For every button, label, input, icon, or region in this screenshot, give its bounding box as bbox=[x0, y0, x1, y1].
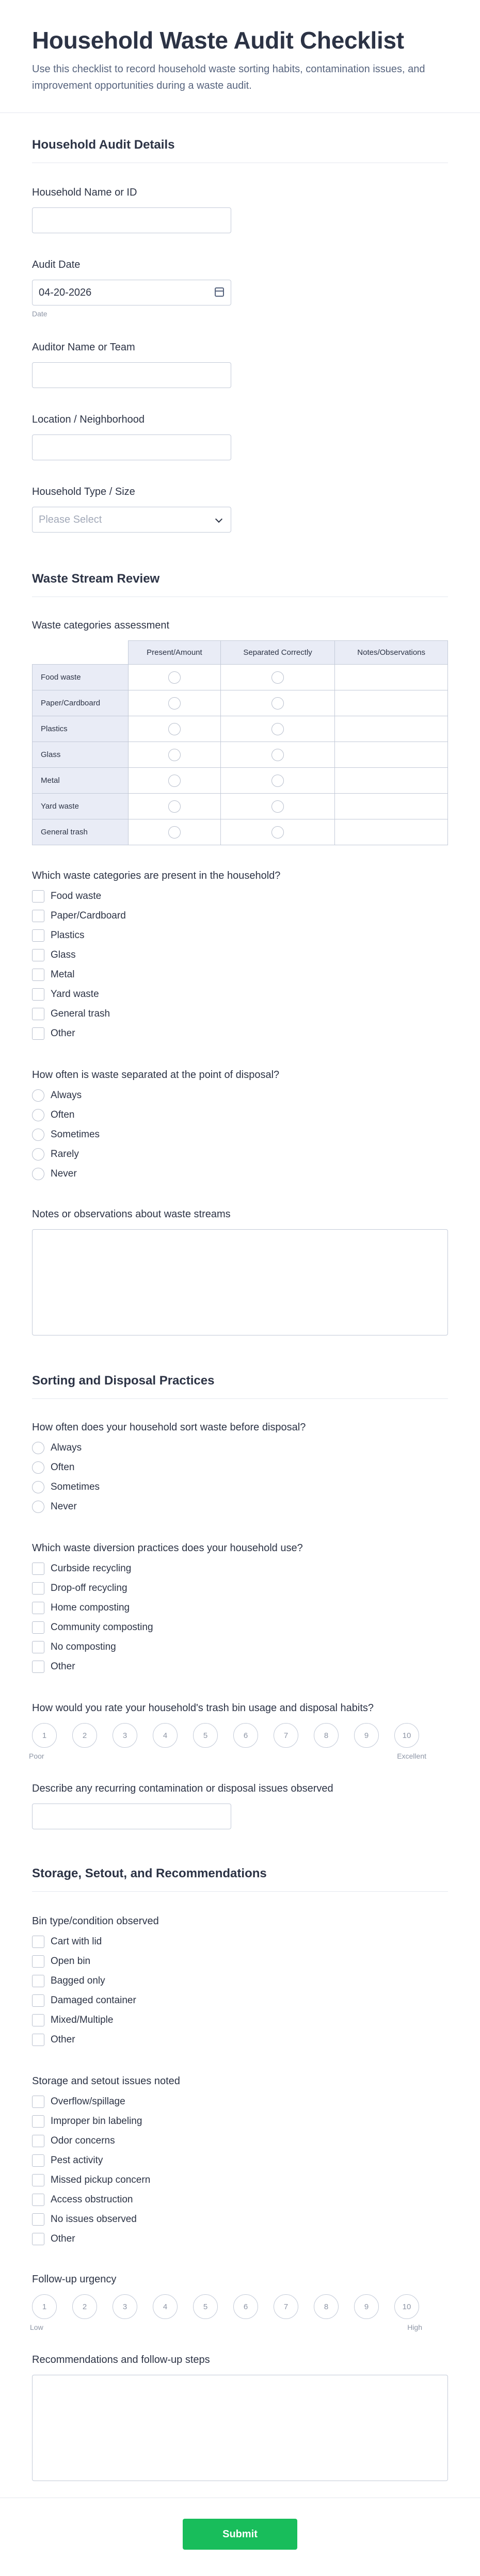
scale-option[interactable]: 1 bbox=[32, 1723, 57, 1748]
checkbox-option[interactable] bbox=[32, 2010, 448, 2030]
matrix-col-header: Notes/Observations bbox=[335, 641, 448, 665]
field-label: How often is waste separated at the point of disposal? bbox=[32, 1069, 280, 1081]
matrix-radio[interactable] bbox=[168, 826, 181, 839]
option-label: Open bin bbox=[51, 1956, 91, 1967]
location-input[interactable] bbox=[32, 434, 231, 460]
checkbox[interactable] bbox=[32, 2096, 44, 2108]
rating-scale bbox=[32, 1723, 448, 1748]
field-label: Audit Date bbox=[32, 259, 81, 270]
scale-option[interactable]: 8 bbox=[314, 1723, 339, 1748]
waste-matrix bbox=[32, 640, 448, 845]
matrix-radio[interactable] bbox=[168, 749, 181, 761]
calendar-icon[interactable] bbox=[215, 287, 224, 297]
matrix-corner bbox=[33, 641, 129, 665]
field-label: Location / Neighborhood bbox=[32, 414, 145, 425]
scale-option[interactable]: 2 bbox=[72, 1723, 97, 1748]
field-label: Notes or observations about waste streams bbox=[32, 1209, 231, 1220]
matrix-radio[interactable] bbox=[271, 697, 284, 710]
checkbox-option[interactable] bbox=[32, 1559, 448, 1579]
scale-option[interactable]: 9 bbox=[354, 1723, 379, 1748]
notes-streams-textarea[interactable] bbox=[32, 1229, 448, 1335]
radio-button[interactable] bbox=[32, 1481, 44, 1493]
field-setout-issues bbox=[32, 2074, 448, 2249]
submit-button[interactable]: Submit bbox=[183, 2519, 297, 2550]
section-waste bbox=[32, 571, 448, 597]
option-label: No composting bbox=[51, 1641, 116, 1652]
field-auditor bbox=[32, 341, 448, 388]
option-label: Pest activity bbox=[51, 2155, 103, 2166]
matrix-row-label: General trash bbox=[33, 819, 129, 845]
option-label: Sometimes bbox=[51, 1482, 100, 1492]
matrix-notes-cell[interactable] bbox=[335, 794, 448, 819]
scale-high-label: High bbox=[407, 2323, 422, 2331]
field-contamination bbox=[32, 1782, 448, 1829]
matrix-row-label: Plastics bbox=[33, 716, 129, 742]
matrix-radio[interactable] bbox=[168, 697, 181, 710]
checkbox[interactable] bbox=[32, 2174, 44, 2186]
checkbox[interactable] bbox=[32, 1582, 44, 1595]
checkbox[interactable] bbox=[32, 1621, 44, 1634]
option-label: Damaged container bbox=[51, 1995, 136, 2006]
scale-option[interactable]: 2 bbox=[72, 2294, 97, 2319]
checkbox[interactable] bbox=[32, 2135, 44, 2147]
field-label: Household Type / Size bbox=[32, 486, 135, 497]
audit-date-value: 04-20-2026 bbox=[39, 286, 92, 298]
section-sorting bbox=[32, 1373, 448, 1399]
checkbox[interactable] bbox=[32, 1563, 44, 1575]
radio-button[interactable] bbox=[32, 1168, 44, 1180]
checkbox[interactable] bbox=[32, 910, 44, 922]
form-description: Use this checklist to record household waste sorting habits, contamination issues, and improvement opportunities during a waste audit. bbox=[32, 63, 425, 91]
matrix-col-header: Present/Amount bbox=[129, 641, 221, 665]
scale-option[interactable]: 1 bbox=[32, 2294, 57, 2319]
radio-option[interactable] bbox=[32, 1458, 448, 1477]
matrix-row bbox=[33, 716, 448, 742]
matrix-radio[interactable] bbox=[168, 775, 181, 787]
checkbox-option[interactable] bbox=[32, 1637, 448, 1657]
option-label: Bagged only bbox=[51, 1975, 105, 1986]
date-picker bbox=[32, 280, 231, 305]
matrix-row-label: Metal bbox=[33, 768, 129, 794]
scale-low-label: Low bbox=[30, 2323, 43, 2331]
checkbox-option[interactable] bbox=[32, 926, 448, 945]
checkbox[interactable] bbox=[32, 1994, 44, 2007]
checkbox-option[interactable] bbox=[32, 965, 448, 985]
checkbox-option[interactable] bbox=[32, 1932, 448, 1952]
field-matrix bbox=[32, 619, 448, 845]
checkbox-option[interactable] bbox=[32, 2210, 448, 2229]
checkbox[interactable] bbox=[32, 1661, 44, 1673]
scale-option[interactable]: 7 bbox=[274, 1723, 298, 1748]
matrix-notes-cell[interactable] bbox=[335, 690, 448, 716]
form-title: Household Waste Audit Checklist bbox=[32, 27, 404, 54]
checkbox-option[interactable] bbox=[32, 945, 448, 965]
section-title: Household Audit Details bbox=[32, 138, 175, 152]
matrix-radio[interactable] bbox=[271, 826, 284, 839]
checkbox[interactable] bbox=[32, 988, 44, 1001]
field-label: Storage and setout issues noted bbox=[32, 2075, 180, 2087]
option-label: Mixed/Multiple bbox=[51, 2015, 114, 2025]
scale-option[interactable]: 4 bbox=[153, 2294, 178, 2319]
form-footer bbox=[0, 2498, 480, 2575]
radio-button[interactable] bbox=[32, 1461, 44, 1474]
field-label: Recommendations and follow-up steps bbox=[32, 2354, 210, 2365]
field-label: How often does your household sort waste before disposal? bbox=[32, 1422, 306, 1433]
checkbox-option[interactable] bbox=[32, 1657, 448, 1677]
field-location bbox=[32, 413, 448, 460]
option-label: Plastics bbox=[51, 930, 85, 941]
checkbox[interactable] bbox=[32, 1936, 44, 1948]
checkbox[interactable] bbox=[32, 1602, 44, 1614]
section-storage bbox=[32, 1865, 448, 1892]
scale-option[interactable]: 3 bbox=[113, 1723, 137, 1748]
option-label: Missed pickup concern bbox=[51, 2175, 151, 2185]
urgency-scale bbox=[32, 2294, 448, 2319]
auditor-input[interactable] bbox=[32, 362, 231, 388]
checkbox-option[interactable] bbox=[32, 2190, 448, 2210]
scale-option[interactable]: 7 bbox=[274, 2294, 298, 2319]
field-rating bbox=[29, 1701, 448, 1760]
checkbox[interactable] bbox=[32, 2014, 44, 2026]
field-separation-freq bbox=[32, 1068, 448, 1184]
checkbox[interactable] bbox=[32, 1955, 44, 1968]
checkbox[interactable] bbox=[32, 1027, 44, 1040]
radio-option[interactable] bbox=[32, 1086, 448, 1105]
checkbox[interactable] bbox=[32, 2115, 44, 2128]
scale-option[interactable]: 6 bbox=[233, 2294, 258, 2319]
recommendations-textarea[interactable] bbox=[32, 2375, 448, 2481]
option-label: Often bbox=[51, 1109, 75, 1120]
section-title: Storage, Setout, and Recommendations bbox=[32, 1866, 267, 1880]
checkbox-option[interactable] bbox=[32, 887, 448, 906]
field-urgency bbox=[32, 2273, 448, 2331]
chevron-down-icon bbox=[215, 516, 222, 523]
field-label: Which waste categories are present in the household? bbox=[32, 870, 281, 881]
matrix-radio[interactable] bbox=[168, 723, 181, 735]
checkbox-option[interactable] bbox=[32, 1598, 448, 1618]
option-label: Improper bin labeling bbox=[51, 2116, 142, 2127]
option-label: Other bbox=[51, 1661, 75, 1672]
checkbox[interactable] bbox=[32, 2213, 44, 2226]
matrix-row bbox=[33, 794, 448, 819]
section-household bbox=[32, 137, 448, 163]
matrix-radio[interactable] bbox=[271, 671, 284, 684]
matrix-row bbox=[33, 768, 448, 794]
option-label: Food waste bbox=[51, 891, 102, 901]
option-label: Always bbox=[51, 1442, 82, 1453]
checkbox[interactable] bbox=[32, 2154, 44, 2167]
checkbox[interactable] bbox=[32, 1008, 44, 1020]
matrix-radio[interactable] bbox=[168, 671, 181, 684]
checkbox-option[interactable] bbox=[32, 1991, 448, 2010]
radio-option[interactable] bbox=[32, 1125, 448, 1145]
radio-option[interactable] bbox=[32, 1145, 448, 1164]
matrix-radio[interactable] bbox=[271, 749, 284, 761]
matrix-radio[interactable] bbox=[271, 800, 284, 813]
checkbox-option[interactable] bbox=[32, 1579, 448, 1598]
checkbox-option[interactable] bbox=[32, 2030, 448, 2050]
checkbox[interactable] bbox=[32, 969, 44, 981]
matrix-col-header: Separated Correctly bbox=[220, 641, 334, 665]
checkbox[interactable] bbox=[32, 2233, 44, 2245]
scale-option[interactable]: 6 bbox=[233, 1723, 258, 1748]
section-title: Sorting and Disposal Practices bbox=[32, 1374, 215, 1388]
checkbox[interactable] bbox=[32, 949, 44, 961]
matrix-row bbox=[33, 665, 448, 690]
checkbox-option[interactable] bbox=[32, 1618, 448, 1637]
checkbox-option[interactable] bbox=[32, 2229, 448, 2249]
field-audit-date bbox=[32, 258, 448, 318]
field-label: Which waste diversion practices does your household use? bbox=[32, 1542, 303, 1554]
scale-high-label: Excellent bbox=[397, 1752, 426, 1760]
option-label: Other bbox=[51, 2034, 75, 2045]
scale-option[interactable]: 9 bbox=[354, 2294, 379, 2319]
matrix-notes-cell[interactable] bbox=[335, 819, 448, 845]
form-content bbox=[0, 137, 480, 2481]
matrix-radio[interactable] bbox=[168, 800, 181, 813]
option-label: Never bbox=[51, 1501, 77, 1512]
radio-option[interactable] bbox=[32, 1438, 448, 1458]
radio-button[interactable] bbox=[32, 1109, 44, 1121]
radio-option[interactable] bbox=[32, 1105, 448, 1125]
audit-date-input[interactable] bbox=[32, 280, 231, 305]
scale-labels bbox=[30, 2323, 422, 2331]
date-sublabel: Date bbox=[32, 310, 47, 318]
radio-option[interactable] bbox=[32, 1477, 448, 1497]
checkbox-option[interactable] bbox=[32, 2151, 448, 2170]
option-label: No issues observed bbox=[51, 2214, 137, 2225]
matrix-row bbox=[33, 742, 448, 768]
matrix-row-label: Food waste bbox=[33, 665, 129, 690]
option-label: General trash bbox=[51, 1008, 110, 1019]
scale-option[interactable]: 3 bbox=[113, 2294, 137, 2319]
option-label: Odor concerns bbox=[51, 2135, 115, 2146]
radio-button[interactable] bbox=[32, 1501, 44, 1513]
field-recommendations bbox=[32, 2353, 448, 2481]
matrix-radio[interactable] bbox=[271, 775, 284, 787]
field-household-name bbox=[32, 186, 448, 233]
scale-option[interactable]: 8 bbox=[314, 2294, 339, 2319]
contamination-input[interactable] bbox=[32, 1804, 231, 1829]
field-label: Household Name or ID bbox=[32, 187, 137, 198]
checkbox-option[interactable] bbox=[32, 906, 448, 926]
matrix-radio[interactable] bbox=[271, 723, 284, 735]
field-bin-type bbox=[32, 1914, 448, 2050]
scale-option[interactable]: 10 bbox=[394, 2294, 419, 2319]
checkbox-option[interactable] bbox=[32, 1024, 448, 1043]
field-label: Auditor Name or Team bbox=[32, 342, 135, 353]
scale-labels bbox=[29, 1752, 426, 1760]
matrix-row-label: Paper/Cardboard bbox=[33, 690, 129, 716]
option-label: Other bbox=[51, 1028, 75, 1039]
field-label: Waste categories assessment bbox=[32, 620, 170, 631]
checkbox-option[interactable] bbox=[32, 1004, 448, 1024]
option-label: Home composting bbox=[51, 1602, 130, 1613]
option-label: Drop-off recycling bbox=[51, 1583, 127, 1593]
matrix-row-label: Yard waste bbox=[33, 794, 129, 819]
scale-option[interactable]: 4 bbox=[153, 1723, 178, 1748]
radio-button[interactable] bbox=[32, 1148, 44, 1161]
section-title: Waste Stream Review bbox=[32, 572, 160, 586]
radio-button[interactable] bbox=[32, 1089, 44, 1102]
option-label: Yard waste bbox=[51, 989, 99, 1000]
checkbox-option[interactable] bbox=[32, 985, 448, 1004]
option-label: Metal bbox=[51, 969, 75, 980]
household-name-input[interactable] bbox=[32, 207, 231, 233]
option-label: Community composting bbox=[51, 1622, 153, 1633]
radio-option[interactable] bbox=[32, 1164, 448, 1184]
matrix-notes-cell[interactable] bbox=[335, 768, 448, 794]
checkbox[interactable] bbox=[32, 2194, 44, 2206]
option-label: Paper/Cardboard bbox=[51, 910, 126, 921]
matrix-row bbox=[33, 819, 448, 845]
scale-option[interactable]: 10 bbox=[394, 1723, 419, 1748]
field-label: How would you rate your household's trash bin usage and disposal habits? bbox=[32, 1702, 374, 1714]
field-household-type bbox=[32, 485, 448, 533]
checkbox[interactable] bbox=[32, 2034, 44, 2046]
checkbox[interactable] bbox=[32, 929, 44, 942]
field-diversion bbox=[32, 1541, 448, 1677]
checkbox[interactable] bbox=[32, 1641, 44, 1653]
option-label: Glass bbox=[51, 949, 76, 960]
option-label: Cart with lid bbox=[51, 1936, 102, 1947]
field-sort-freq bbox=[32, 1421, 448, 1517]
matrix-row-label: Glass bbox=[33, 742, 129, 768]
checkbox-option[interactable] bbox=[32, 1971, 448, 1991]
option-label: Sometimes bbox=[51, 1129, 100, 1140]
field-label: Follow-up urgency bbox=[32, 2274, 117, 2285]
radio-option[interactable] bbox=[32, 1497, 448, 1517]
checkbox[interactable] bbox=[32, 1975, 44, 1987]
matrix-row bbox=[33, 690, 448, 716]
option-label: Overflow/spillage bbox=[51, 2096, 125, 2107]
option-label: Often bbox=[51, 1462, 75, 1473]
scale-low-label: Poor bbox=[29, 1752, 44, 1760]
option-label: Other bbox=[51, 2233, 75, 2244]
field-categories-present bbox=[32, 869, 448, 1043]
checkbox[interactable] bbox=[32, 890, 44, 903]
form-header bbox=[0, 0, 480, 113]
field-label: Bin type/condition observed bbox=[32, 1915, 159, 1927]
select-placeholder: Please Select bbox=[39, 513, 102, 525]
checkbox-option[interactable] bbox=[32, 2112, 448, 2131]
option-label: Never bbox=[51, 1168, 77, 1179]
scale-option[interactable]: 5 bbox=[193, 2294, 218, 2319]
option-label: Curbside recycling bbox=[51, 1563, 132, 1574]
scale-option[interactable]: 5 bbox=[193, 1723, 218, 1748]
checkbox-option[interactable] bbox=[32, 2092, 448, 2112]
radio-button[interactable] bbox=[32, 1442, 44, 1454]
field-label: Describe any recurring contamination or disposal issues observed bbox=[32, 1783, 333, 1794]
option-label: Always bbox=[51, 1090, 82, 1101]
option-label: Access obstruction bbox=[51, 2194, 133, 2205]
field-notes-streams bbox=[32, 1208, 448, 1335]
radio-button[interactable] bbox=[32, 1129, 44, 1141]
matrix-notes-cell[interactable] bbox=[335, 742, 448, 768]
option-label: Rarely bbox=[51, 1149, 79, 1160]
checkbox-option[interactable] bbox=[32, 2131, 448, 2151]
matrix-notes-cell[interactable] bbox=[335, 716, 448, 742]
matrix-notes-cell[interactable] bbox=[335, 665, 448, 690]
checkbox-option[interactable] bbox=[32, 1952, 448, 1971]
household-type-select[interactable] bbox=[32, 507, 231, 533]
checkbox-option[interactable] bbox=[32, 2170, 448, 2190]
